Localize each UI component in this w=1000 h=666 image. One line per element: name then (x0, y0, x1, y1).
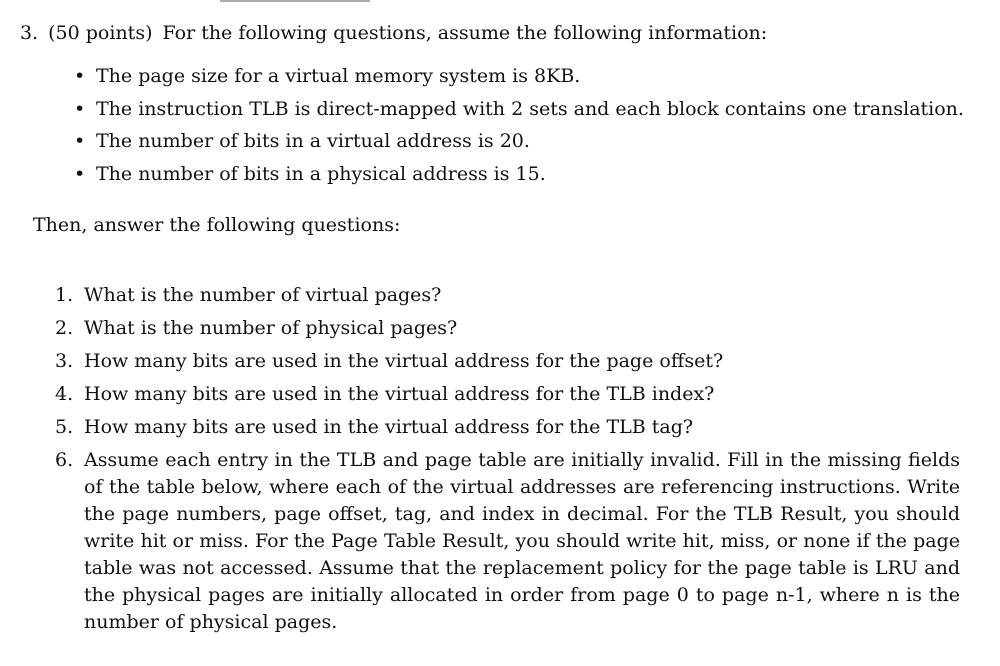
cropped-previous-line (220, 0, 370, 2)
question-item (55, 447, 960, 636)
problem-header (20, 18, 980, 48)
assumption-item (74, 158, 974, 191)
bullet-icon: • (74, 97, 86, 120)
assumption-item (74, 125, 974, 158)
problem-number: 3. (20, 22, 39, 44)
question-item (55, 414, 960, 447)
question-text: How many bits are used in the virtual address for the TLB index? (84, 383, 715, 405)
question-text: How many bits are used in the virtual address for the TLB tag? (84, 416, 694, 438)
question-number: 1. (55, 284, 74, 306)
assumptions-list (74, 60, 974, 190)
question-item (55, 348, 960, 381)
problem-3 (20, 18, 980, 48)
question-text: What is the number of physical pages? (84, 317, 458, 339)
bullet-icon: • (74, 162, 86, 185)
question-number: 4. (55, 383, 74, 405)
question-item (55, 381, 960, 414)
problem-intro: For the following questions, assume the following information: (162, 22, 768, 44)
assumption-item (74, 60, 974, 93)
problem-points: (50 points) (48, 22, 153, 44)
questions-list (55, 282, 960, 636)
assumption-text: The number of bits in a physical address is 15. (96, 162, 546, 185)
then-instruction: Then, answer the following questions: (33, 214, 401, 236)
assumption-text: The number of bits in a virtual address is 20. (96, 130, 530, 152)
question-number: 2. (55, 317, 74, 339)
question-item (55, 282, 960, 315)
question-number: 5. (55, 416, 74, 438)
question-number: 6. (55, 449, 74, 471)
assumption-text: The instruction TLB is direct-mapped with 2 sets and each block contains one translation. (96, 97, 964, 120)
question-number: 3. (55, 350, 74, 372)
bullet-icon: • (74, 130, 86, 152)
question-text: What is the number of virtual pages? (84, 284, 442, 306)
assumption-text: The page size for a virtual memory system is 8KB. (96, 65, 581, 87)
question-text: How many bits are used in the virtual address for the page offset? (84, 350, 724, 372)
question-item (55, 315, 960, 348)
assumption-item (74, 93, 974, 126)
bullet-icon: • (74, 65, 86, 87)
question-text: Assume each entry in the TLB and page table are initially invalid. Fill in the missing fields of the table below, where each of the virtual addresses are referencing instructions. Write the page numbers, page offset, tag, and index in decimal. For the TLB Result, you should write hit or miss. For the Page Table Result, you should write hit, miss, or none if the page table was not accessed. Assume that the replacement policy for the page table is LRU and the physical pages are initially allocated in order from page 0 to page n-1, where n is the number of physical pages. (84, 449, 960, 633)
